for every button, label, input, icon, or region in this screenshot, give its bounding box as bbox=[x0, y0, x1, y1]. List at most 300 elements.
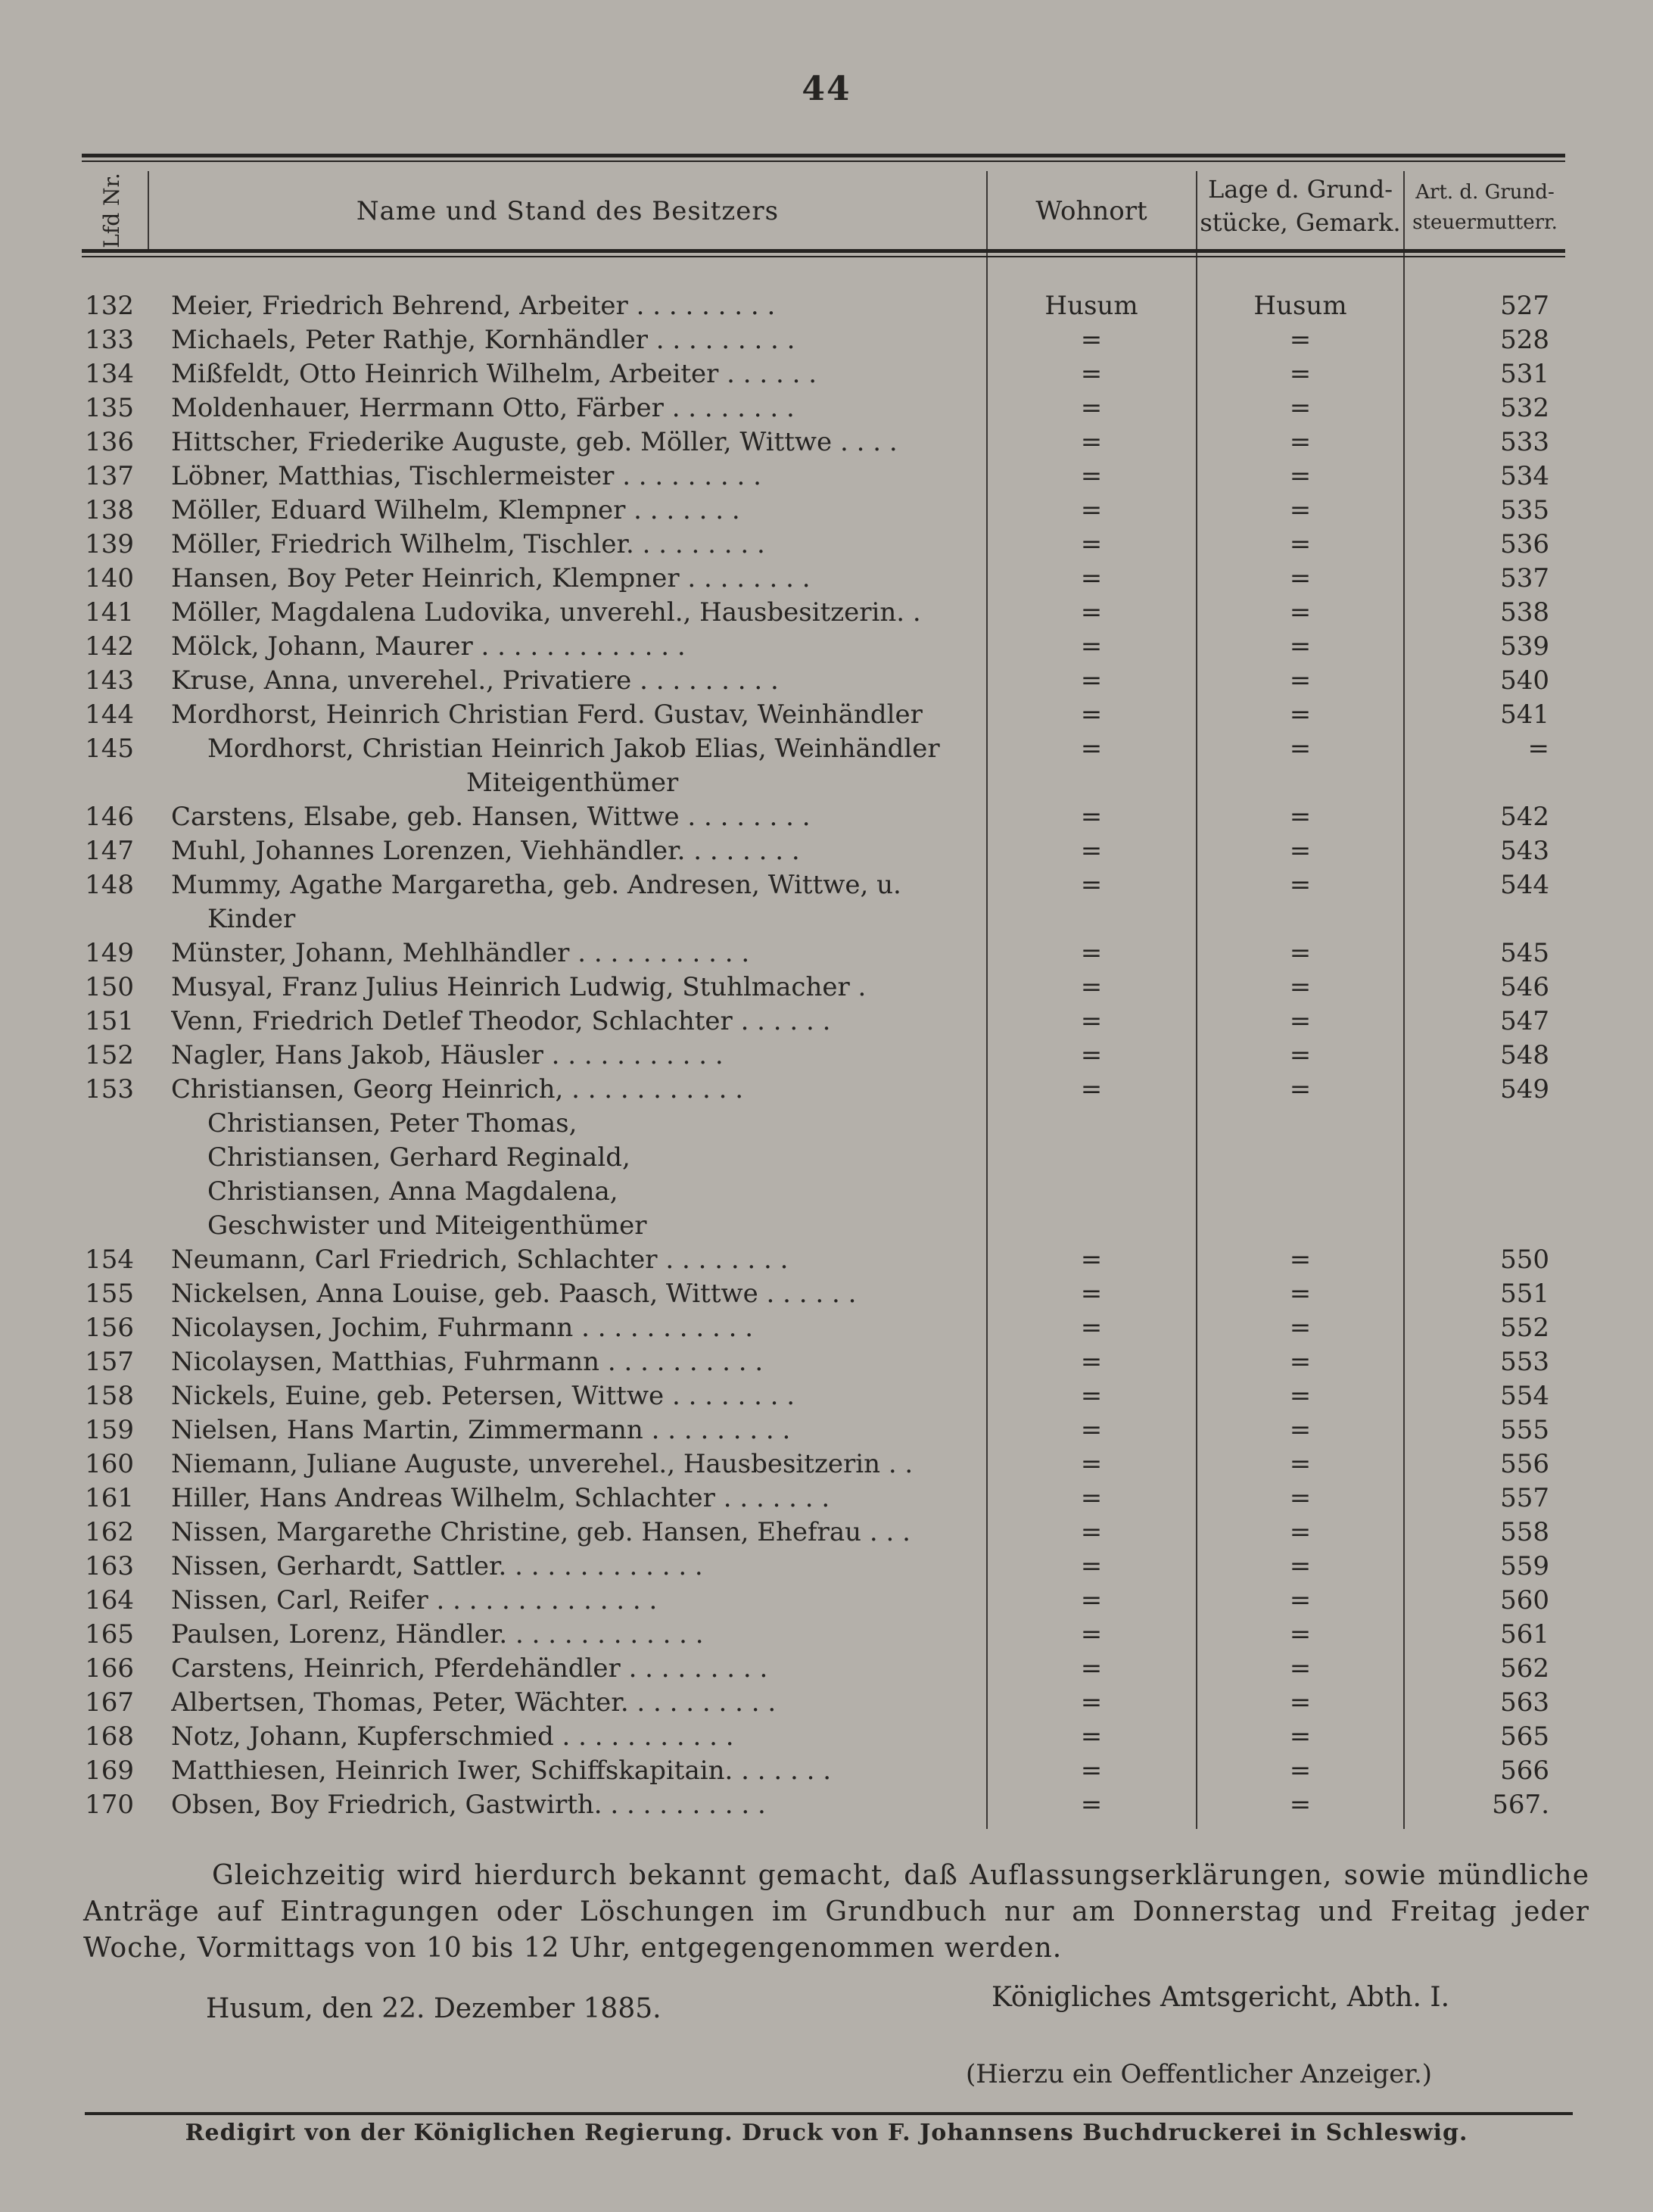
tax-article-cell: 528 bbox=[1500, 325, 1549, 355]
tax-article-cell: 536 bbox=[1500, 529, 1549, 559]
tax-article-cell: 541 bbox=[1500, 699, 1549, 730]
table-row bbox=[0, 1516, 1653, 1550]
tax-article-cell: 549 bbox=[1500, 1074, 1549, 1104]
owner-name-line: Mummy, Agathe Margaretha, geb. Andresen, Wittwe, u. bbox=[171, 870, 901, 900]
residence-cell: = bbox=[1080, 1756, 1103, 1786]
tax-article-cell: 550 bbox=[1500, 1245, 1549, 1275]
owner-name bbox=[171, 868, 985, 936]
owner-name-line: Obsen, Boy Friedrich, Gastwirth. . . . . . . . . . . bbox=[171, 1790, 766, 1820]
parcel-location-cell: = bbox=[1289, 699, 1312, 730]
court-signature: Königliches Amtsgericht, Abth. I. bbox=[991, 1982, 1450, 2013]
tax-article-cell: 552 bbox=[1500, 1313, 1549, 1343]
table-row bbox=[0, 1413, 1653, 1447]
table-row bbox=[0, 664, 1653, 698]
parcel-location-cell: = bbox=[1289, 972, 1312, 1002]
row-number: 143 bbox=[85, 665, 134, 696]
owner-name-line: Nickelsen, Anna Louise, geb. Paasch, Wittwe . . . . . . bbox=[171, 1279, 857, 1309]
tax-article-cell: 544 bbox=[1500, 870, 1549, 900]
row-number: 161 bbox=[85, 1483, 134, 1513]
owner-name bbox=[171, 1345, 985, 1379]
table-row bbox=[0, 1652, 1653, 1686]
owner-name-line: Löbner, Matthias, Tischlermeister . . . . . . . . . bbox=[171, 461, 761, 491]
owner-name bbox=[171, 970, 985, 1005]
parcel-location-cell: = bbox=[1289, 1721, 1312, 1752]
table-row bbox=[0, 698, 1653, 732]
row-number: 137 bbox=[85, 461, 134, 491]
owner-name bbox=[171, 1720, 985, 1754]
residence-cell: = bbox=[1080, 631, 1103, 662]
owner-name-line: Möller, Eduard Wilhelm, Klempner . . . . . . . bbox=[171, 495, 740, 525]
owner-name bbox=[171, 1413, 985, 1447]
tax-article-cell: 560 bbox=[1500, 1585, 1549, 1615]
parcel-location-cell: = bbox=[1289, 665, 1312, 696]
residence-cell: = bbox=[1080, 1449, 1103, 1479]
residence-cell: = bbox=[1080, 597, 1103, 628]
tax-article-cell: 551 bbox=[1500, 1279, 1549, 1309]
residence-cell: Husum bbox=[1044, 291, 1138, 321]
owner-name-line: Muhl, Johannes Lorenzen, Viehhändler. . . . . . . . bbox=[171, 836, 800, 866]
residence-cell: = bbox=[1080, 461, 1103, 491]
owner-name-line: Münster, Johann, Mehlhändler . . . . . . . . . . . bbox=[171, 938, 750, 968]
row-number: 140 bbox=[85, 563, 134, 594]
owner-name-line: Christiansen, Georg Heinrich, . . . . . . . . . . . bbox=[171, 1074, 744, 1104]
owner-name-continuation: Geschwister und Miteigenthümer bbox=[207, 1210, 647, 1241]
owner-name-line: Hansen, Boy Peter Heinrich, Klempner . . . . . . . . bbox=[171, 563, 811, 594]
owner-name bbox=[171, 1311, 985, 1345]
tax-article-cell: 567. bbox=[1492, 1790, 1549, 1820]
table-row bbox=[0, 528, 1653, 562]
owner-name bbox=[171, 1481, 985, 1516]
row-number: 165 bbox=[85, 1619, 134, 1650]
table-row bbox=[0, 1788, 1653, 1822]
row-number: 167 bbox=[85, 1687, 134, 1718]
header-wohnort: Wohnort bbox=[1035, 196, 1147, 226]
row-number: 150 bbox=[85, 972, 134, 1002]
owner-name-line: Venn, Friedrich Detlef Theodor, Schlachter . . . . . . bbox=[171, 1006, 831, 1036]
tax-article-cell: 545 bbox=[1500, 938, 1549, 968]
row-number: 133 bbox=[85, 325, 134, 355]
table-row bbox=[0, 1720, 1653, 1754]
owner-name-continuation: Christiansen, Peter Thomas, bbox=[207, 1108, 577, 1139]
owner-name bbox=[171, 1754, 985, 1788]
residence-cell: = bbox=[1080, 870, 1103, 900]
owner-name-line: Nissen, Carl, Reifer . . . . . . . . . . . . . . bbox=[171, 1585, 658, 1615]
residence-cell: = bbox=[1080, 529, 1103, 559]
owner-name-line: Niemann, Juliane Auguste, unverehel., Hausbesitzerin . . bbox=[171, 1449, 914, 1479]
table-row bbox=[0, 1584, 1653, 1618]
owner-name bbox=[171, 936, 985, 970]
residence-cell: = bbox=[1080, 1006, 1103, 1036]
residence-cell: = bbox=[1080, 1245, 1103, 1275]
table-row bbox=[0, 868, 1653, 936]
header-lage-line2: stücke, Gemark. bbox=[1200, 208, 1401, 237]
table-row bbox=[0, 1447, 1653, 1481]
row-number: 141 bbox=[85, 597, 134, 628]
parcel-location-cell: = bbox=[1289, 1449, 1312, 1479]
tax-article-cell: 559 bbox=[1500, 1551, 1549, 1581]
row-number: 162 bbox=[85, 1517, 134, 1547]
tax-article-cell: 555 bbox=[1500, 1415, 1549, 1445]
row-number: 159 bbox=[85, 1415, 134, 1445]
table-row bbox=[0, 1243, 1653, 1277]
owner-name-line: Paulsen, Lorenz, Händler. . . . . . . . . . . . . bbox=[171, 1619, 704, 1650]
column-divider-nr bbox=[148, 171, 149, 250]
table-row bbox=[0, 1277, 1653, 1311]
parcel-location-cell: = bbox=[1289, 1040, 1312, 1070]
owner-name-continuation: Miteigenthümer bbox=[466, 768, 679, 798]
row-number: 153 bbox=[85, 1074, 134, 1104]
parcel-location-cell: = bbox=[1289, 1687, 1312, 1718]
owner-name bbox=[171, 1788, 985, 1822]
owner-name-line: Nagler, Hans Jakob, Häusler . . . . . . . . . . . bbox=[171, 1040, 724, 1070]
parcel-location-cell: = bbox=[1289, 836, 1312, 866]
table-row bbox=[0, 1481, 1653, 1516]
tax-article-cell: 548 bbox=[1500, 1040, 1549, 1070]
header-art-line2: steuermutterr. bbox=[1412, 211, 1558, 234]
residence-cell: = bbox=[1080, 1551, 1103, 1581]
residence-cell: = bbox=[1080, 1074, 1103, 1104]
table-row bbox=[0, 494, 1653, 528]
tax-article-cell: = bbox=[1527, 734, 1549, 764]
row-number: 135 bbox=[85, 393, 134, 423]
parcel-location-cell: = bbox=[1289, 529, 1312, 559]
header-lage bbox=[1198, 173, 1402, 239]
owner-name-line: Nicolaysen, Jochim, Fuhrmann . . . . . . . . . . . bbox=[171, 1313, 754, 1343]
parcel-location-cell: = bbox=[1289, 1517, 1312, 1547]
owner-name-continuation: Christiansen, Anna Magdalena, bbox=[207, 1176, 618, 1207]
owner-name bbox=[171, 425, 985, 460]
row-number: 157 bbox=[85, 1347, 134, 1377]
parcel-location-cell: = bbox=[1289, 325, 1312, 355]
parcel-location-cell: = bbox=[1289, 427, 1312, 457]
owner-name-line: Matthiesen, Heinrich Iwer, Schiffskapitain. . . . . . . bbox=[171, 1756, 832, 1786]
tax-article-cell: 542 bbox=[1500, 802, 1549, 832]
tax-article-cell: 537 bbox=[1500, 563, 1549, 594]
annex-note: (Hierzu ein Oeffentlicher Anzeiger.) bbox=[966, 2059, 1433, 2089]
table-row bbox=[0, 323, 1653, 357]
owner-name-continuation: Christiansen, Gerhard Reginald, bbox=[207, 1142, 630, 1173]
tax-article-cell: 538 bbox=[1500, 597, 1549, 628]
tax-article-cell: 566 bbox=[1500, 1756, 1549, 1786]
parcel-location-cell: = bbox=[1289, 1074, 1312, 1104]
row-number: 136 bbox=[85, 427, 134, 457]
header-name: Name und Stand des Besitzers bbox=[356, 196, 780, 226]
parcel-location-cell: = bbox=[1289, 1347, 1312, 1377]
parcel-location-cell: = bbox=[1289, 597, 1312, 628]
residence-cell: = bbox=[1080, 665, 1103, 696]
table-row bbox=[0, 1686, 1653, 1720]
notice-text: Gleichzeitig wird hierdurch bekannt gemacht, daß Auflassungserklärungen, sowie mündliche Anträge auf Eintragungen oder Löschungen im Grundbuch nur am Donnerstag und Freitag jeder Woche, Vormittags von 10 bis 12 Uhr, entgegengenommen werden. bbox=[83, 1860, 1589, 1964]
parcel-location-cell: = bbox=[1289, 631, 1312, 662]
residence-cell: = bbox=[1080, 359, 1103, 389]
owner-name-line: Mordhorst, Heinrich Christian Ferd. Gustav, Weinhändler bbox=[171, 699, 923, 730]
owner-name-continuation: Kinder bbox=[207, 904, 296, 934]
owner-name bbox=[171, 323, 985, 357]
row-number: 163 bbox=[85, 1551, 134, 1581]
owner-name bbox=[171, 460, 985, 494]
row-number: 154 bbox=[85, 1245, 134, 1275]
residence-cell: = bbox=[1080, 1653, 1103, 1684]
owner-name bbox=[171, 391, 985, 425]
owner-name-line: Nissen, Margarethe Christine, geb. Hansen, Ehefrau . . . bbox=[171, 1517, 911, 1547]
owner-name bbox=[171, 1005, 985, 1039]
tax-article-cell: 532 bbox=[1500, 393, 1549, 423]
parcel-location-cell: = bbox=[1289, 802, 1312, 832]
table-row bbox=[0, 1345, 1653, 1379]
residence-cell: = bbox=[1080, 972, 1103, 1002]
residence-cell: = bbox=[1080, 393, 1103, 423]
register-table-body bbox=[0, 289, 1653, 1822]
residence-cell: = bbox=[1080, 563, 1103, 594]
owner-name bbox=[171, 562, 985, 596]
footer-rule bbox=[85, 2112, 1573, 2115]
row-number: 138 bbox=[85, 495, 134, 525]
owner-name bbox=[171, 528, 985, 562]
owner-name bbox=[171, 664, 985, 698]
table-row bbox=[0, 936, 1653, 970]
residence-cell: = bbox=[1080, 1790, 1103, 1820]
parcel-location-cell: = bbox=[1289, 734, 1312, 764]
row-number: 152 bbox=[85, 1040, 134, 1070]
tax-article-cell: 534 bbox=[1500, 461, 1549, 491]
owner-name-line: Nissen, Gerhardt, Sattler. . . . . . . . . . . . . bbox=[171, 1551, 703, 1581]
table-row bbox=[0, 1073, 1653, 1243]
tax-article-cell: 563 bbox=[1500, 1687, 1549, 1718]
table-row bbox=[0, 425, 1653, 460]
tax-article-cell: 547 bbox=[1500, 1006, 1549, 1036]
residence-cell: = bbox=[1080, 1721, 1103, 1752]
table-row bbox=[0, 970, 1653, 1005]
table-row bbox=[0, 732, 1653, 800]
parcel-location-cell: = bbox=[1289, 1483, 1312, 1513]
residence-cell: = bbox=[1080, 734, 1103, 764]
header-rule bbox=[82, 249, 1565, 253]
parcel-location-cell: = bbox=[1289, 393, 1312, 423]
parcel-location-cell: = bbox=[1289, 1415, 1312, 1445]
table-row bbox=[0, 1754, 1653, 1788]
parcel-location-cell: = bbox=[1289, 1551, 1312, 1581]
owner-name bbox=[171, 1447, 985, 1481]
owner-name-line: Mißfeldt, Otto Heinrich Wilhelm, Arbeiter . . . . . . bbox=[171, 359, 817, 389]
parcel-location-cell: = bbox=[1289, 461, 1312, 491]
parcel-location-cell: = bbox=[1289, 1006, 1312, 1036]
table-row bbox=[0, 391, 1653, 425]
owner-name-line: Nickels, Euine, geb. Petersen, Wittwe . . . . . . . . bbox=[171, 1381, 795, 1411]
tax-article-cell: 527 bbox=[1500, 291, 1549, 321]
tax-article-cell: 543 bbox=[1500, 836, 1549, 866]
notice-paragraph bbox=[83, 1858, 1589, 1967]
residence-cell: = bbox=[1080, 1483, 1103, 1513]
header-rule-thin bbox=[82, 256, 1565, 257]
header-lfd-nr-label: Lfd Nr. bbox=[99, 173, 124, 248]
owner-name-line: Michaels, Peter Rathje, Kornhändler . . . . . . . . . bbox=[171, 325, 795, 355]
row-number: 145 bbox=[85, 734, 134, 764]
residence-cell: = bbox=[1080, 427, 1103, 457]
tax-article-cell: 553 bbox=[1500, 1347, 1549, 1377]
row-number: 148 bbox=[85, 870, 134, 900]
owner-name bbox=[171, 1584, 985, 1618]
tax-article-cell: 558 bbox=[1500, 1517, 1549, 1547]
parcel-location-cell: = bbox=[1289, 1790, 1312, 1820]
row-number: 158 bbox=[85, 1381, 134, 1411]
residence-cell: = bbox=[1080, 1517, 1103, 1547]
imprint-footer: Redigirt von der Königlichen Regierung. Druck von F. Johannsens Buchdruckerei in Schleswig. bbox=[185, 2120, 1468, 2146]
owner-name bbox=[171, 698, 985, 732]
top-rule-thin bbox=[82, 160, 1565, 162]
residence-cell: = bbox=[1080, 836, 1103, 866]
page-number: 44 bbox=[802, 70, 851, 108]
table-row bbox=[0, 357, 1653, 391]
owner-name bbox=[171, 1039, 985, 1073]
tax-article-cell: 531 bbox=[1500, 359, 1549, 389]
table-row bbox=[0, 834, 1653, 868]
tax-article-cell: 565 bbox=[1500, 1721, 1549, 1752]
owner-name bbox=[171, 1516, 985, 1550]
tax-article-cell: 556 bbox=[1500, 1449, 1549, 1479]
owner-name-line: Möller, Magdalena Ludovika, unverehl., Hausbesitzerin. . bbox=[171, 597, 921, 628]
residence-cell: = bbox=[1080, 938, 1103, 968]
owner-name-line: Mölck, Johann, Maurer . . . . . . . . . . . . . bbox=[171, 631, 686, 662]
row-number: 160 bbox=[85, 1449, 134, 1479]
header-lfd-nr bbox=[82, 171, 142, 250]
row-number: 146 bbox=[85, 802, 134, 832]
row-number: 155 bbox=[85, 1279, 134, 1309]
row-number: 144 bbox=[85, 699, 134, 730]
tax-article-cell: 546 bbox=[1500, 972, 1549, 1002]
owner-name bbox=[171, 1243, 985, 1277]
parcel-location-cell: = bbox=[1289, 495, 1312, 525]
parcel-location-cell: = bbox=[1289, 1756, 1312, 1786]
top-rule bbox=[82, 154, 1565, 157]
owner-name-line: Meier, Friedrich Behrend, Arbeiter . . . . . . . . . bbox=[171, 291, 776, 321]
residence-cell: = bbox=[1080, 1347, 1103, 1377]
residence-cell: = bbox=[1080, 325, 1103, 355]
table-row bbox=[0, 1005, 1653, 1039]
tax-article-cell: 539 bbox=[1500, 631, 1549, 662]
table-row bbox=[0, 1039, 1653, 1073]
tax-article-cell: 561 bbox=[1500, 1619, 1549, 1650]
table-row bbox=[0, 800, 1653, 834]
row-number: 151 bbox=[85, 1006, 134, 1036]
row-number: 149 bbox=[85, 938, 134, 968]
owner-name bbox=[171, 1277, 985, 1311]
row-number: 139 bbox=[85, 529, 134, 559]
parcel-location-cell: = bbox=[1289, 1619, 1312, 1650]
owner-name-line: Nicolaysen, Matthias, Fuhrmann . . . . . . . . . . bbox=[171, 1347, 764, 1377]
row-number: 134 bbox=[85, 359, 134, 389]
owner-name-line: Carstens, Heinrich, Pferdehändler . . . . . . . . . bbox=[171, 1653, 768, 1684]
residence-cell: = bbox=[1080, 495, 1103, 525]
owner-name-line: Neumann, Carl Friedrich, Schlachter . . . . . . . . bbox=[171, 1245, 789, 1275]
owner-name bbox=[171, 1379, 985, 1413]
owner-name-line: Nielsen, Hans Martin, Zimmermann . . . . . . . . . bbox=[171, 1415, 791, 1445]
row-number: 166 bbox=[85, 1653, 134, 1684]
owner-name bbox=[171, 357, 985, 391]
row-number: 156 bbox=[85, 1313, 134, 1343]
residence-cell: = bbox=[1080, 1040, 1103, 1070]
owner-name bbox=[171, 1073, 985, 1243]
table-row bbox=[0, 460, 1653, 494]
row-number: 132 bbox=[85, 291, 134, 321]
parcel-location-cell: = bbox=[1289, 1245, 1312, 1275]
owner-name bbox=[171, 596, 985, 630]
owner-name-line: Albertsen, Thomas, Peter, Wächter. . . . . . . . . . bbox=[171, 1687, 777, 1718]
parcel-location-cell: = bbox=[1289, 938, 1312, 968]
parcel-location-cell: = bbox=[1289, 1279, 1312, 1309]
parcel-location-cell: = bbox=[1289, 1313, 1312, 1343]
tax-article-cell: 554 bbox=[1500, 1381, 1549, 1411]
header-art bbox=[1406, 177, 1564, 238]
residence-cell: = bbox=[1080, 1279, 1103, 1309]
owner-name bbox=[171, 1550, 985, 1584]
table-row bbox=[0, 289, 1653, 323]
place-date: Husum, den 22. Dezember 1885. bbox=[206, 1993, 662, 2024]
owner-name bbox=[171, 1686, 985, 1720]
owner-name bbox=[171, 630, 985, 664]
owner-name bbox=[171, 289, 985, 323]
owner-name-line: Musyal, Franz Julius Heinrich Ludwig, Stuhlmacher . bbox=[171, 972, 867, 1002]
tax-article-cell: 535 bbox=[1500, 495, 1549, 525]
parcel-location-cell: = bbox=[1289, 870, 1312, 900]
row-number: 147 bbox=[85, 836, 134, 866]
owner-name-line: Carstens, Elsabe, geb. Hansen, Wittwe . . . . . . . . bbox=[171, 802, 811, 832]
tax-article-cell: 557 bbox=[1500, 1483, 1549, 1513]
tax-article-cell: 533 bbox=[1500, 427, 1549, 457]
table-row bbox=[0, 596, 1653, 630]
owner-name-line: Mordhorst, Christian Heinrich Jakob Elias, Weinhändler bbox=[207, 734, 940, 764]
owner-name-line: Moldenhauer, Herrmann Otto, Färber . . . . . . . . bbox=[171, 393, 795, 423]
header-lage-line1: Lage d. Grund- bbox=[1207, 175, 1393, 204]
residence-cell: = bbox=[1080, 1381, 1103, 1411]
table-row bbox=[0, 1311, 1653, 1345]
parcel-location-cell: = bbox=[1289, 563, 1312, 594]
owner-name-line: Notz, Johann, Kupferschmied . . . . . . . . . . . bbox=[171, 1721, 734, 1752]
residence-cell: = bbox=[1080, 1415, 1103, 1445]
row-number: 164 bbox=[85, 1585, 134, 1615]
residence-cell: = bbox=[1080, 1619, 1103, 1650]
tax-article-cell: 540 bbox=[1500, 665, 1549, 696]
row-number: 142 bbox=[85, 631, 134, 662]
parcel-location-cell: = bbox=[1289, 1585, 1312, 1615]
residence-cell: = bbox=[1080, 802, 1103, 832]
owner-name bbox=[171, 1618, 985, 1652]
residence-cell: = bbox=[1080, 1585, 1103, 1615]
owner-name-line: Hittscher, Friederike Auguste, geb. Möller, Wittwe . . . . bbox=[171, 427, 898, 457]
header-art-line1: Art. d. Grund- bbox=[1415, 181, 1555, 204]
table-row bbox=[0, 1550, 1653, 1584]
owner-name bbox=[171, 800, 985, 834]
table-row bbox=[0, 562, 1653, 596]
owner-name-line: Hiller, Hans Andreas Wilhelm, Schlachter . . . . . . . bbox=[171, 1483, 830, 1513]
owner-name bbox=[171, 732, 985, 800]
parcel-location-cell: = bbox=[1289, 359, 1312, 389]
parcel-location-cell: Husum bbox=[1253, 291, 1347, 321]
table-row bbox=[0, 1379, 1653, 1413]
table-row bbox=[0, 1618, 1653, 1652]
row-number: 169 bbox=[85, 1756, 134, 1786]
parcel-location-cell: = bbox=[1289, 1381, 1312, 1411]
residence-cell: = bbox=[1080, 1313, 1103, 1343]
row-number: 168 bbox=[85, 1721, 134, 1752]
residence-cell: = bbox=[1080, 1687, 1103, 1718]
tax-article-cell: 562 bbox=[1500, 1653, 1549, 1684]
table-row bbox=[0, 630, 1653, 664]
parcel-location-cell: = bbox=[1289, 1653, 1312, 1684]
owner-name-line: Möller, Friedrich Wilhelm, Tischler. . . . . . . . . bbox=[171, 529, 765, 559]
owner-name bbox=[171, 494, 985, 528]
owner-name bbox=[171, 834, 985, 868]
residence-cell: = bbox=[1080, 699, 1103, 730]
